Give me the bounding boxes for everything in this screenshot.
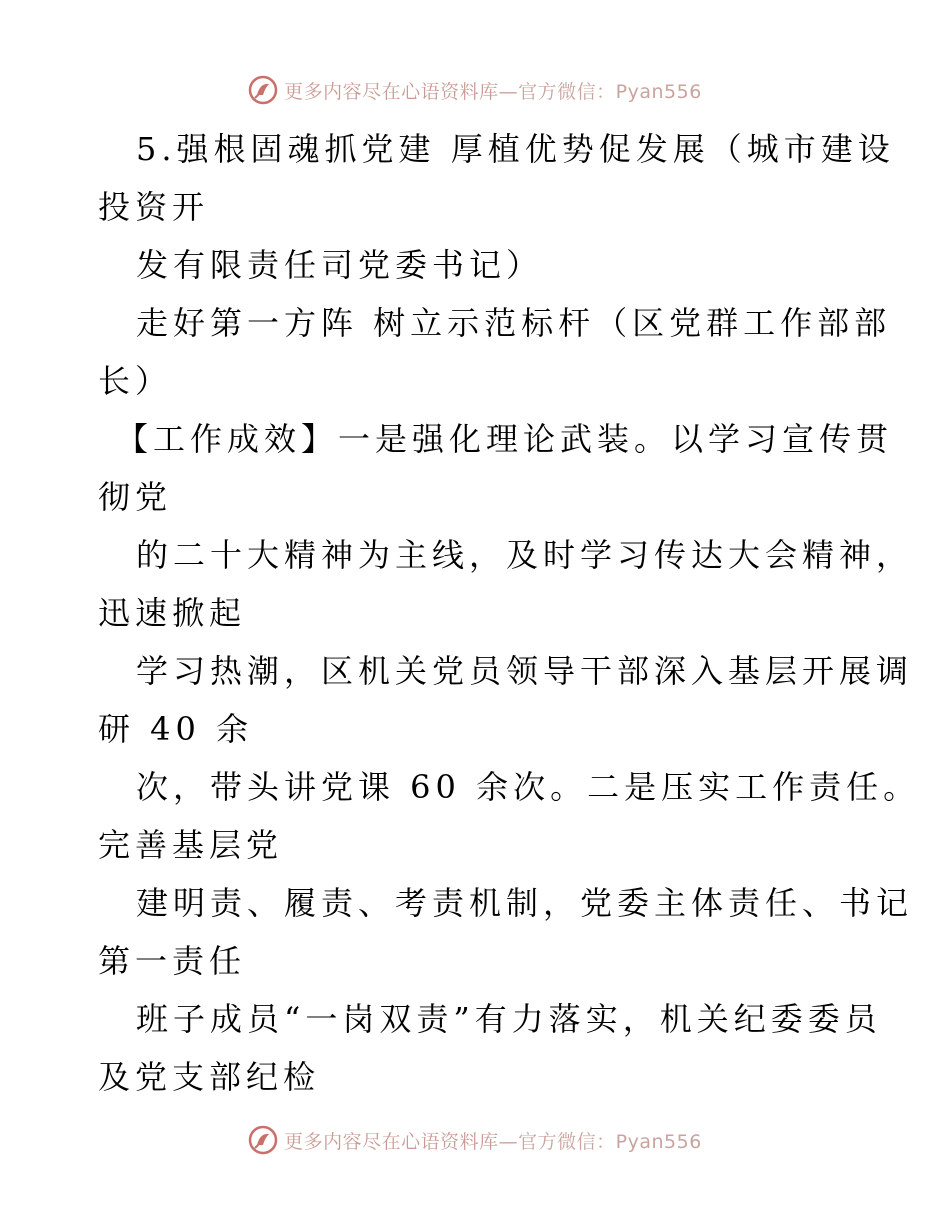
footer-watermark	[0, 1122, 950, 1158]
text-line: 【工作成效】一是强化理论武装。以学习宣传贯	[116, 420, 894, 458]
text-line: 彻党	[98, 478, 173, 516]
watermark-text	[284, 77, 702, 104]
text-line: 的二十大精神为主线，及时学习传达大会精神，	[136, 536, 914, 574]
text-line: 走好第一方阵 树立示范标杆（区党群工作部部	[136, 304, 892, 342]
mind-language-logo-icon	[248, 1125, 278, 1155]
watermark-separator: —	[498, 1130, 519, 1153]
header-watermark	[0, 72, 950, 108]
text-line: 班子成员“一岗双责”有力落实，机关纪委委员	[136, 1000, 882, 1038]
watermark-text	[284, 1127, 702, 1154]
text-line: 第一责任	[98, 942, 247, 980]
text-line: 学习热潮，区机关党员领导干部深入基层开展调	[136, 652, 914, 690]
watermark-wechat-handle: 官方微信：Pyan556	[518, 1130, 702, 1153]
text-line: 完善基层党	[98, 826, 284, 864]
text-line: 次，带头讲党课 60 余次。二是压实工作责任。	[136, 768, 921, 806]
text-line: 研 40 余	[98, 710, 254, 748]
watermark-separator: —	[498, 80, 519, 103]
watermark-wechat-handle: 官方微信：Pyan556	[518, 80, 702, 103]
watermark-main-text: 更多内容尽在心语资料库	[284, 1130, 499, 1153]
text-line: 5.强根固魂抓党建 厚植优势促发展（城市建设	[136, 130, 895, 168]
text-line: 投资开	[98, 188, 210, 226]
text-line: 发有限责任司党委书记）	[136, 246, 544, 284]
text-line: 及党支部纪检	[98, 1058, 321, 1096]
text-line: 建明责、履责、考责机制，党委主体责任、书记	[136, 884, 914, 922]
text-line: 迅速掀起	[98, 594, 247, 632]
watermark-main-text: 更多内容尽在心语资料库	[284, 80, 499, 103]
mind-language-logo-icon	[248, 75, 278, 105]
text-line: 长）	[98, 362, 173, 400]
